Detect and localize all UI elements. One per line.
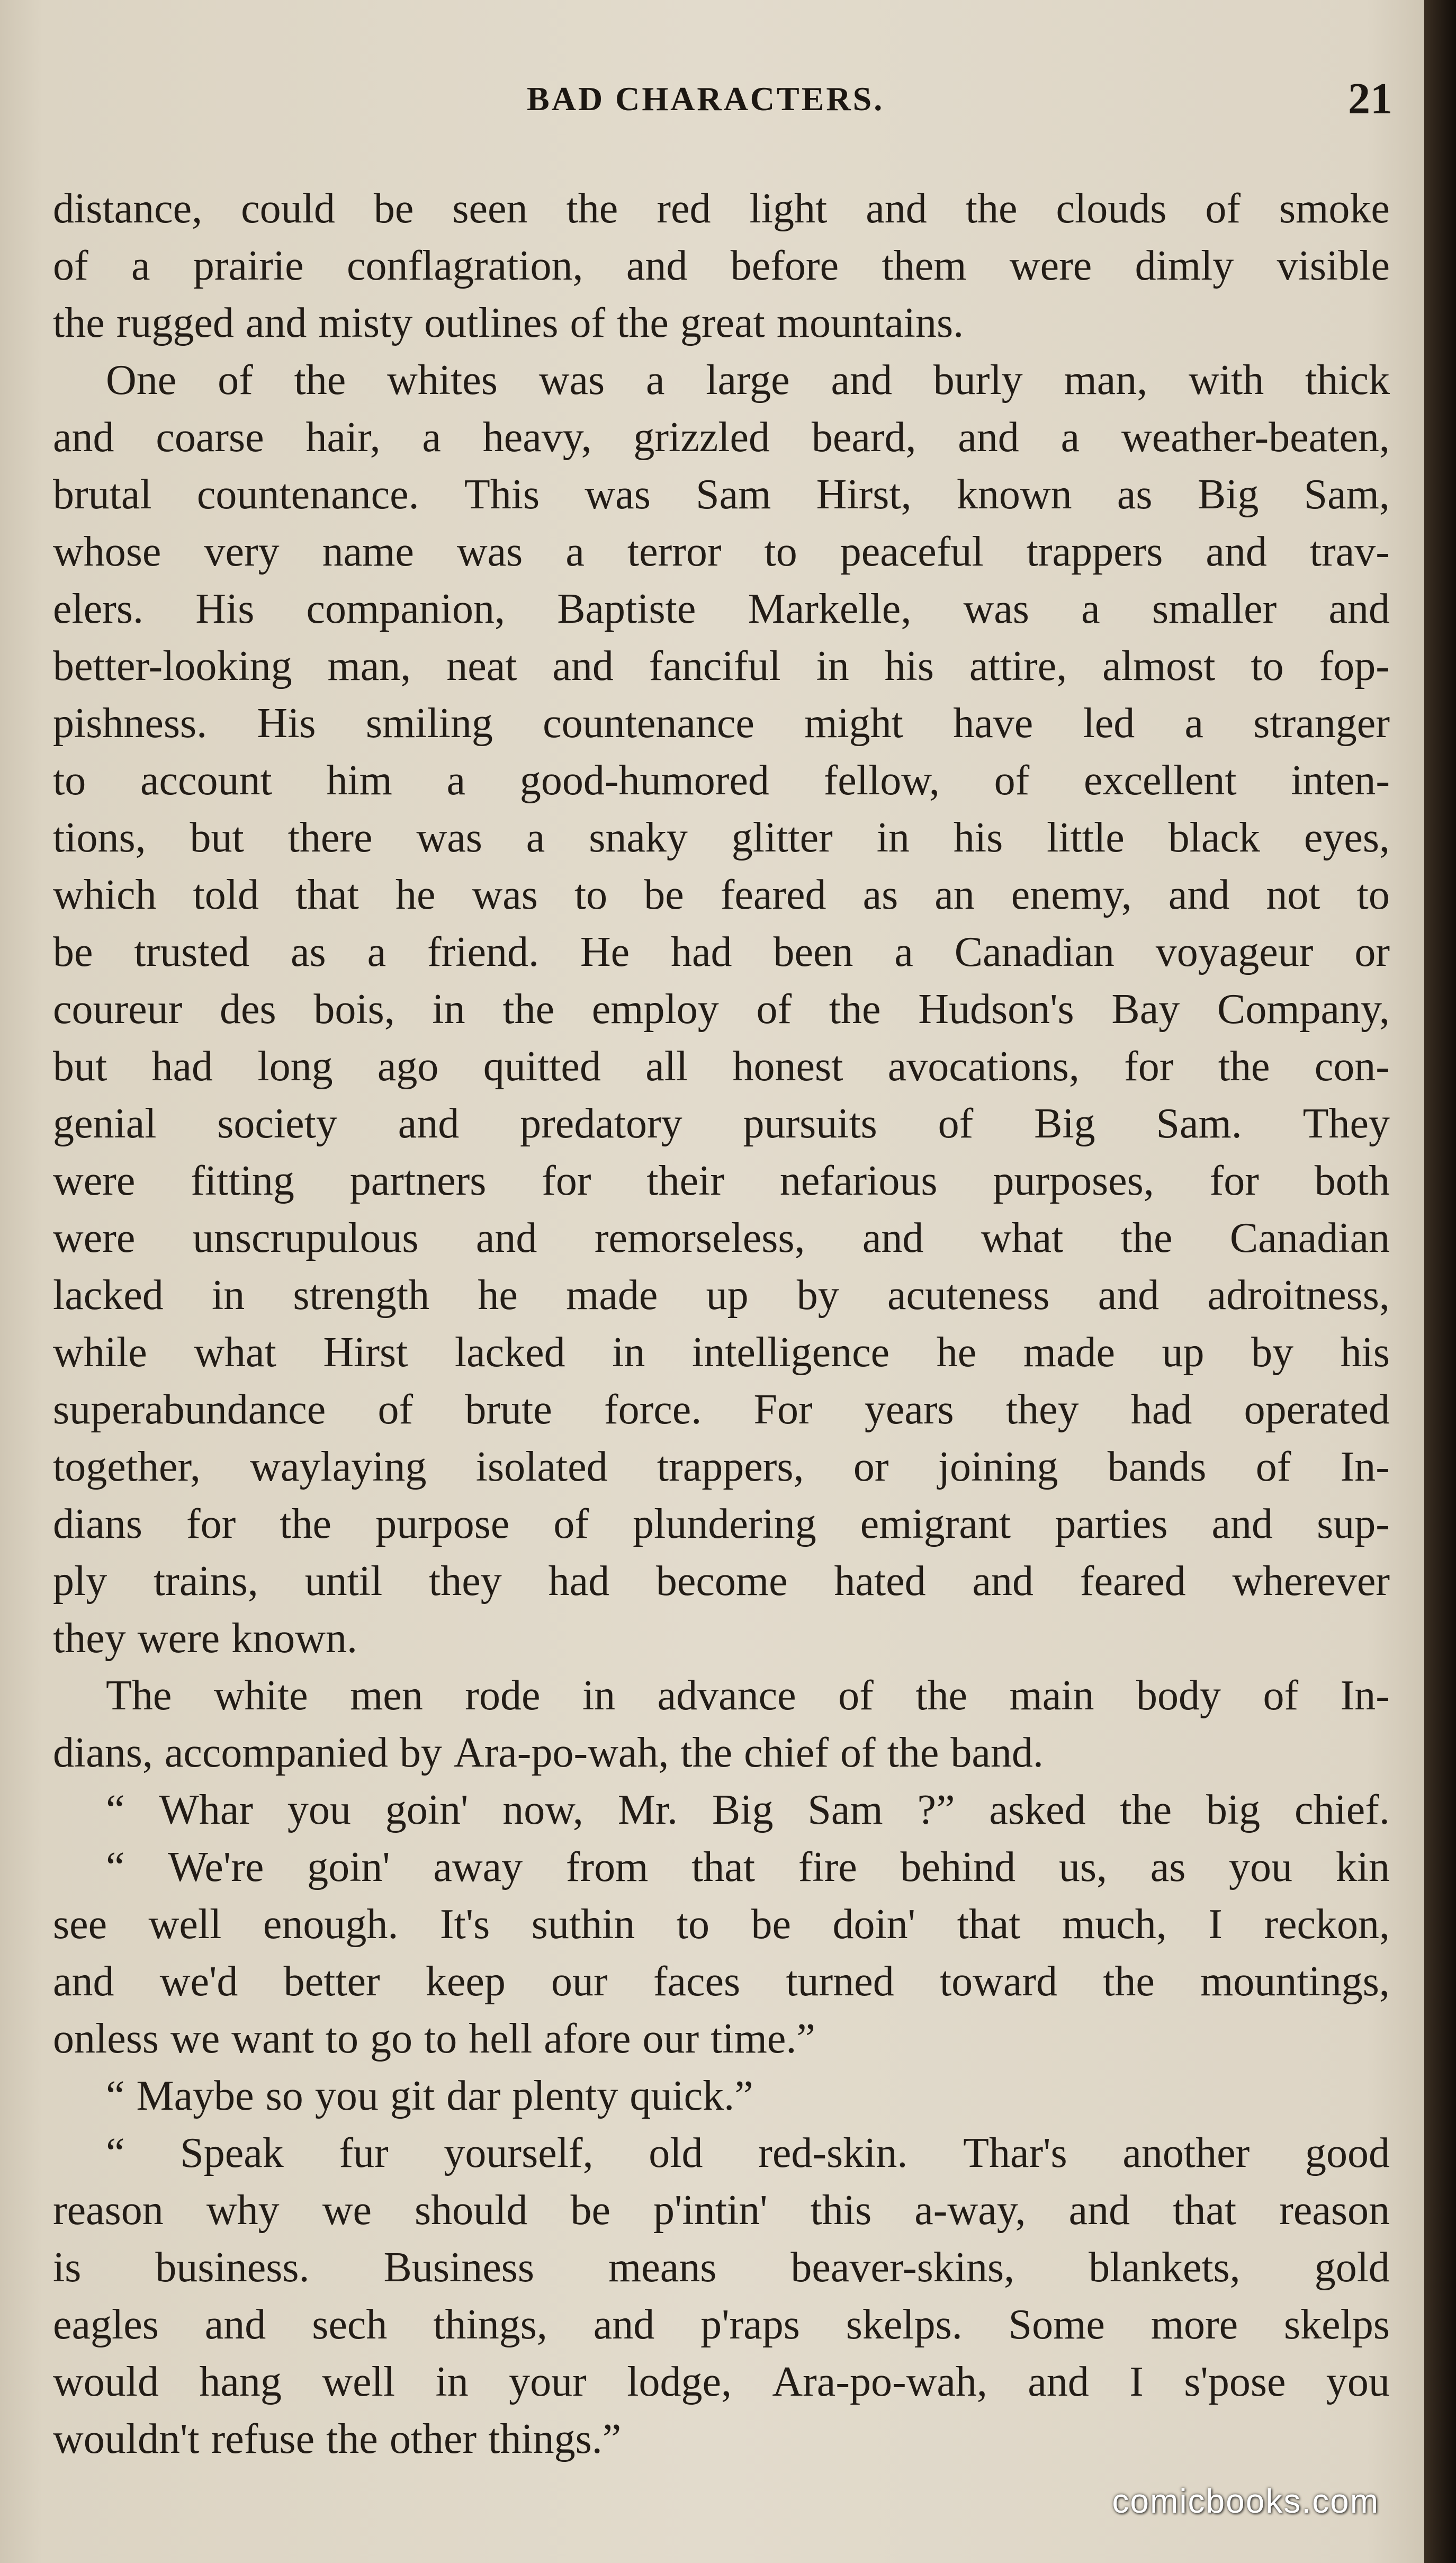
text-line: the rugged and misty outlines of the great mountains.: [53, 300, 964, 346]
text-line: distance, could be seen the red light and the clouds of smoke: [53, 185, 1390, 232]
text-line: to account him a good-humored fellow, of excellent inten-: [53, 757, 1390, 804]
text-line: tions, but there was a snaky glitter in his little black eyes,: [53, 814, 1390, 861]
text-line: pishness. His smiling countenance might have led a stranger: [53, 700, 1390, 747]
text-line: “ Speak fur yourself, old red-skin. Thar's another good: [106, 2130, 1390, 2176]
text-line: were unscrupulous and remorseless, and what the Canadian: [53, 1215, 1390, 1261]
page-number: 21: [1348, 74, 1392, 123]
text-line: The white men rode in advance of the main body of In-: [106, 1672, 1390, 1719]
text-line: genial society and predatory pursuits of Big Sam. They: [53, 1100, 1390, 1147]
text-line: “ Maybe so you git dar plenty quick.”: [106, 2073, 753, 2119]
text-line: brutal countenance. This was Sam Hirst, known as Big Sam,: [53, 471, 1390, 518]
text-line: while what Hirst lacked in intelligence he made up by his: [53, 1329, 1390, 1376]
text-line: elers. His companion, Baptiste Markelle, was a smaller and: [53, 586, 1390, 632]
text-line: together, waylaying isolated trappers, or joining bands of In-: [53, 1444, 1390, 1490]
text-line: superabundance of brute force. For years they had operated: [53, 1386, 1390, 1433]
text-line: ply trains, until they had become hated and feared wherever: [53, 1558, 1390, 1605]
text-line: would hang well in your lodge, Ara-po-wah, and I s'pose you: [53, 2359, 1390, 2405]
text-line: coureur des bois, in the employ of the Hudson's Bay Company,: [53, 986, 1390, 1033]
text-line: One of the whites was a large and burly man, with thick: [106, 357, 1390, 404]
text-line: whose very name was a terror to peaceful trappers and trav-: [53, 528, 1390, 575]
text-line: wouldn't refuse the other things.”: [53, 2416, 622, 2462]
body-text: [53, 180, 1390, 2468]
text-line: “ We're goin' away from that fire behind us, as you kin: [106, 1844, 1390, 1890]
text-line: and we'd better keep our faces turned toward the mountings,: [53, 1958, 1390, 2005]
text-line: but had long ago quitted all honest avocations, for the con-: [53, 1043, 1390, 1090]
text-line: be trusted as a friend. He had been a Canadian voyageur or: [53, 929, 1390, 975]
text-line: reason why we should be p'intin' this a-way, and that reason: [53, 2187, 1390, 2234]
text-line: of a prairie conflagration, and before them were dimly visible: [53, 243, 1390, 289]
text-line: which told that he was to be feared as an enemy, and not to: [53, 872, 1390, 918]
running-head: [0, 74, 1424, 127]
text-line: onless we want to go to hell afore our time.”: [53, 2015, 815, 2062]
text-line: were fitting partners for their nefarious purposes, for both: [53, 1158, 1390, 1204]
watermark: comicbooks.com: [1112, 2482, 1379, 2520]
page-edge: [1424, 0, 1456, 2563]
running-title: BAD CHARACTERS.: [527, 80, 885, 118]
text-line: eagles and sech things, and p'raps skelps. Some more skelps: [53, 2301, 1390, 2348]
text-line: see well enough. It's suthin to be doin' that much, I reckon,: [53, 1901, 1390, 1948]
text-line: “ Whar you goin' now, Mr. Big Sam ?” asked the big chief.: [106, 1787, 1390, 1833]
text-line: dians for the purpose of plundering emigrant parties and sup-: [53, 1501, 1390, 1547]
text-line: and coarse hair, a heavy, grizzled beard, and a weather-beaten,: [53, 414, 1390, 461]
text-line: is business. Business means beaver-skins, blankets, gold: [53, 2244, 1390, 2291]
text-line: lacked in strength he made up by acuteness and adroitness,: [53, 1272, 1390, 1319]
text-line: they were known.: [53, 1615, 357, 1662]
text-line: better-looking man, neat and fanciful in his attire, almost to fop-: [53, 643, 1390, 689]
text-line: dians, accompanied by Ara-po-wah, the chief of the band.: [53, 1729, 1044, 1776]
